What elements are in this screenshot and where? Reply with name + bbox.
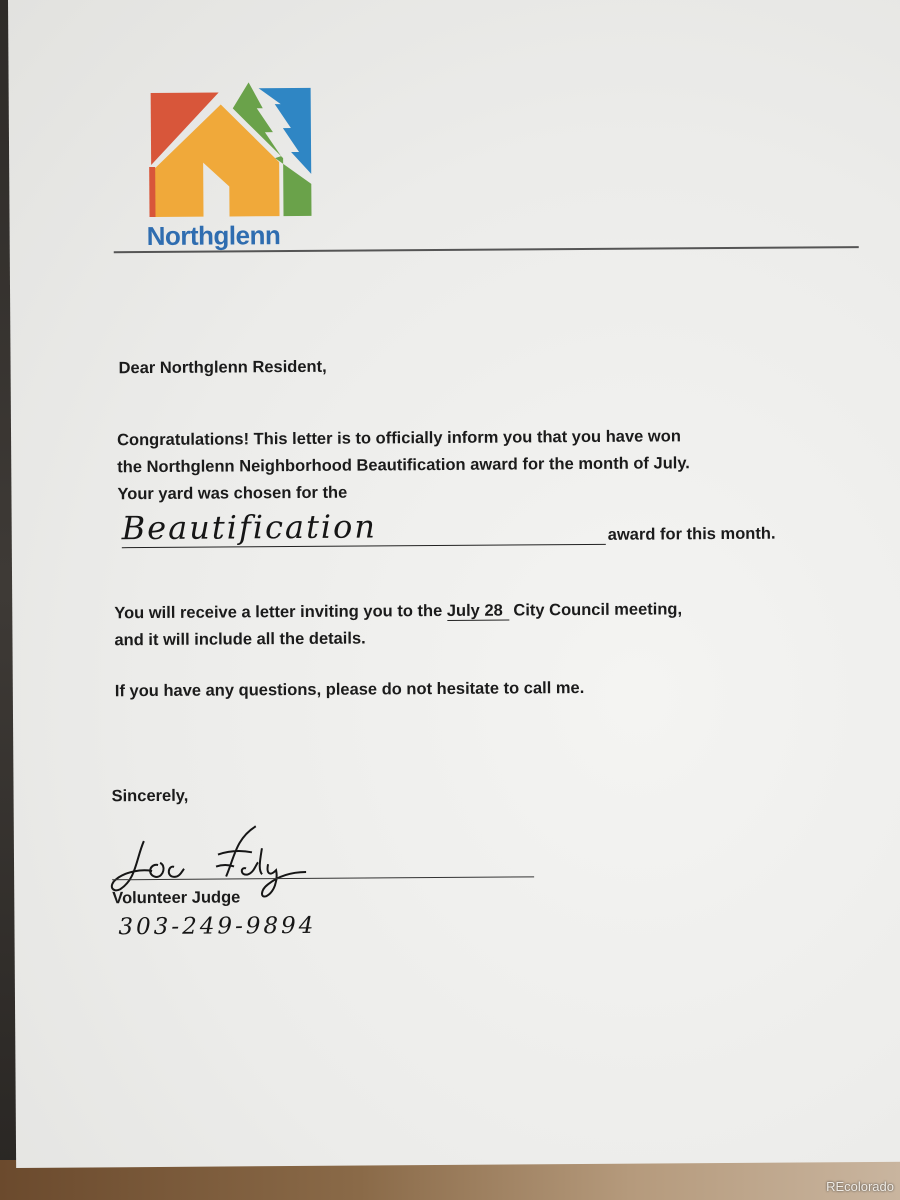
award-name-field xyxy=(122,506,606,548)
watermark: REcolorado xyxy=(826,1179,894,1194)
award-name-handwritten: Beautification xyxy=(121,507,378,548)
signature-icon xyxy=(106,818,357,900)
paragraph-1-line-3: Your yard was chosen for the xyxy=(117,483,348,504)
phone-number-handwritten: 303-249-9894 xyxy=(118,912,317,941)
paragraph-3: If you have any questions, please do not hesitate to call me. xyxy=(114,678,585,701)
paragraph-1-line-2: the Northglenn Neighborhood Beautification award for the month of July. xyxy=(117,454,690,477)
meeting-date: July 28 xyxy=(447,602,509,621)
award-suffix: award for this month. xyxy=(607,524,776,544)
signatory-title: Volunteer Judge xyxy=(112,888,241,908)
closing: Sincerely, xyxy=(111,786,189,806)
paragraph-2-line-1 xyxy=(114,600,682,623)
salutation: Dear Northglenn Resident, xyxy=(118,357,327,378)
paragraph-1-line-1: Congratulations! This letter is to officially inform you that you have won xyxy=(117,427,681,450)
paragraph-2-suffix: City Council meeting, xyxy=(513,600,683,620)
city-wordmark: Northglenn xyxy=(146,220,281,252)
paragraph-2-line-2: and it will include all the details. xyxy=(114,629,366,650)
letter-page xyxy=(8,0,900,1168)
paragraph-2-prefix: You will receive a letter inviting you to the xyxy=(114,601,443,623)
